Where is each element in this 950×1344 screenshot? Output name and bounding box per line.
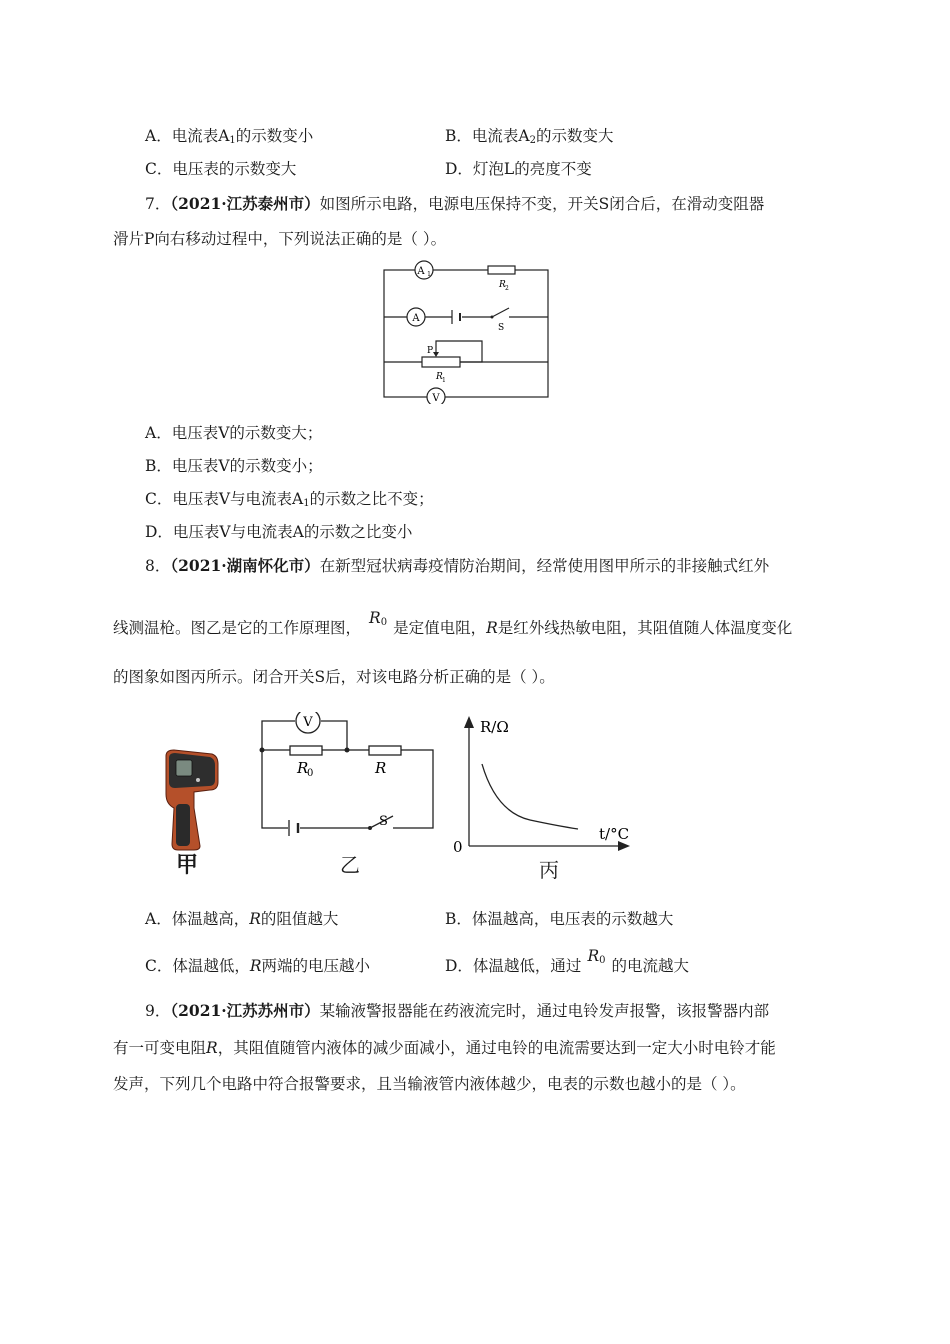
y-axis-arrow xyxy=(464,716,474,728)
q8-figure-bing-graph xyxy=(450,712,635,857)
q7-r2-sub: 2 xyxy=(505,285,509,292)
q7-circuit-diagram xyxy=(378,256,554,404)
q8-figure-jia-label: 甲 xyxy=(176,853,199,878)
q6-option-d: D．灯泡L的亮度不变 xyxy=(445,160,592,178)
q7-meter-v-label: V xyxy=(432,393,440,404)
q7-stem-line2: 滑片P向右移动过程中，下列说法正确的是（ ）。 xyxy=(113,230,447,248)
q8-switch-label: S xyxy=(379,814,388,829)
q7-r2-label: R xyxy=(499,280,506,290)
resistance-curve xyxy=(482,764,578,829)
q8-stem-line3: 的图象如图丙所示。闭合开关S后，对该电路分析正确的是（ ）。 xyxy=(113,668,555,686)
q7-slider-label: P xyxy=(427,346,434,356)
q7-option-d: D．电压表V与电流表A的示数之比变小 xyxy=(145,523,413,541)
graph-origin-label: 0 xyxy=(453,838,463,856)
q7-meter-a-label: A xyxy=(412,313,420,324)
q9-stem-line2: 有一可变电阻R，其阻值随管内液体的减少面减小，通过电铃的电流需要达到一定大小时电铃才能 xyxy=(113,1039,776,1057)
q6-option-a: A．电流表$A_1$的示数变小 xyxy=(145,127,314,146)
q8-figure-yi-label: 乙 xyxy=(340,853,360,877)
q6-option-c: C．电压表的示数变大 xyxy=(145,160,297,178)
q9-stem-line3: 发声，下列几个电路中符合报警要求，且当输液管内液体越少，电表的示数也越小的是（ ）。 xyxy=(113,1075,746,1093)
q8-r-label: R xyxy=(375,759,387,777)
q7-meter-a1-label: A xyxy=(417,266,425,277)
q8-stem-line1: 8．（2021·湖南怀化市）在新型冠状病毒疫情防治期间，经常使用图甲所示的非接触式红外 xyxy=(145,556,770,575)
graph-ylabel: R/Ω xyxy=(480,718,509,736)
q8-option-b: B．体温越高，电压表的示数越大 xyxy=(445,910,674,928)
q9-stem-line1: 9．（2021·江苏苏州市）某输液警报器能在药液流完时，通过电铃发声报警，该报警器内部 xyxy=(145,1001,770,1020)
q7-option-b: B．电压表V的示数变小； xyxy=(145,457,323,475)
q8-option-a: A．体温越高，R的阻值越大 xyxy=(145,910,339,928)
q9-source: （2021·江苏苏州市） xyxy=(170,1001,320,1020)
q7-switch-label: S xyxy=(498,323,505,333)
q7-option-a: A．电压表V的示数变大； xyxy=(145,424,323,442)
q8-figure-yi-circuit xyxy=(252,712,442,846)
q8-figure-bing-label: 丙 xyxy=(539,858,559,882)
q8-option-c: C．体温越低，R两端的电压越小 xyxy=(145,957,371,975)
q8-stem-line2: 线测温枪。图乙是它的工作原理图，$R_0$ 是定值电阻，R是红外线热敏电阻，其阻值随人体温度变化 xyxy=(113,609,793,637)
q8-option-d: D．体温越低，通过$R_0$ 的电流越大 xyxy=(445,947,689,975)
q7-meter-a1-sub: 1 xyxy=(427,271,431,278)
q7-r1-label: R xyxy=(436,372,443,382)
q8-r0-sub: 0 xyxy=(307,768,314,779)
q6-option-b: B．电流表$A_2$的示数变大 xyxy=(445,127,614,146)
q7-stem-line1: 7．（2021·江苏泰州市）如图所示电路，电源电压保持不变，开关S闭合后，在滑动变阻器 xyxy=(145,194,765,213)
q7-r1-sub: 1 xyxy=(442,377,446,384)
graph-xlabel: t/°C xyxy=(599,825,630,843)
q8-source: （2021·湖南怀化市） xyxy=(170,556,320,575)
q8-r0-label: R xyxy=(297,759,309,777)
q8-meter-v-label: V xyxy=(303,715,313,730)
q7-option-c: C．电压表V与电流表$A_1$的示数之比不变； xyxy=(145,490,434,509)
q7-source: （2021·江苏泰州市） xyxy=(170,194,320,213)
q8-figure-jia-thermometer-gun xyxy=(160,748,222,853)
